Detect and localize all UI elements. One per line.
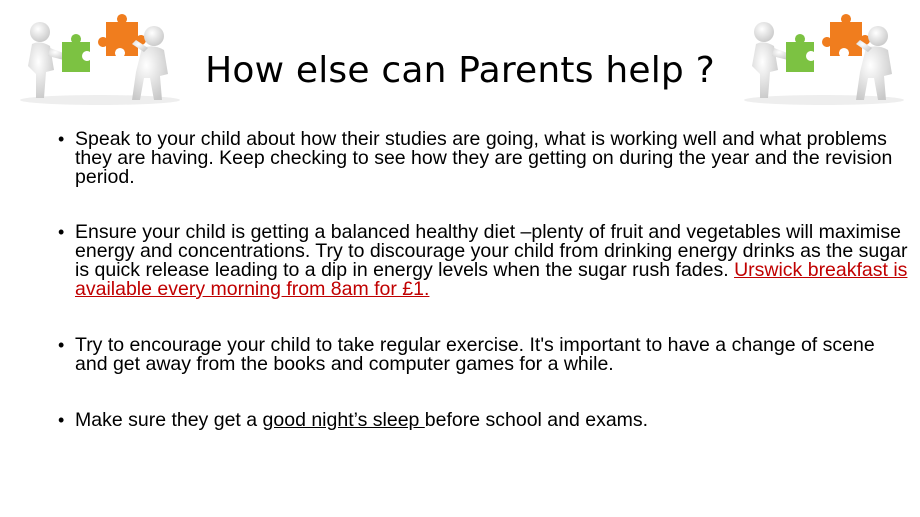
bullet-text: Speak to your child about how their studies are going, what is working well and what problems they are having. Keep checking to see how they are getting on during the year and the revision period. bbox=[75, 128, 893, 188]
bullet-text: Make sure they get a bbox=[75, 409, 263, 431]
bullet-text: Try to encourage your child to take regular exercise. It's important to have a change of scene and get away from the books and computer games for a while. bbox=[75, 334, 875, 375]
bullet-item bbox=[58, 411, 908, 430]
underlined-text: good night’s sleep bbox=[262, 409, 425, 431]
breakfast-link[interactable]: Urswick breakfast is available every morning from 8am for £1. bbox=[75, 259, 908, 300]
slide-title: How else can Parents help ? bbox=[205, 50, 715, 91]
bullet-list bbox=[58, 130, 908, 430]
bullet-item bbox=[58, 130, 908, 187]
bullet-text: before school and exams. bbox=[424, 409, 649, 431]
bullet-text: Ensure your child is getting a balanced healthy diet –plenty of fruit and vegetables will maximise energy and concentrations. Try to discourage your child from drinking energy drinks as the sugar is quick release leading to a dip in energy levels when the sugar rush fades. bbox=[75, 221, 908, 281]
bullet-item bbox=[58, 336, 908, 374]
bullet-item bbox=[58, 223, 908, 299]
